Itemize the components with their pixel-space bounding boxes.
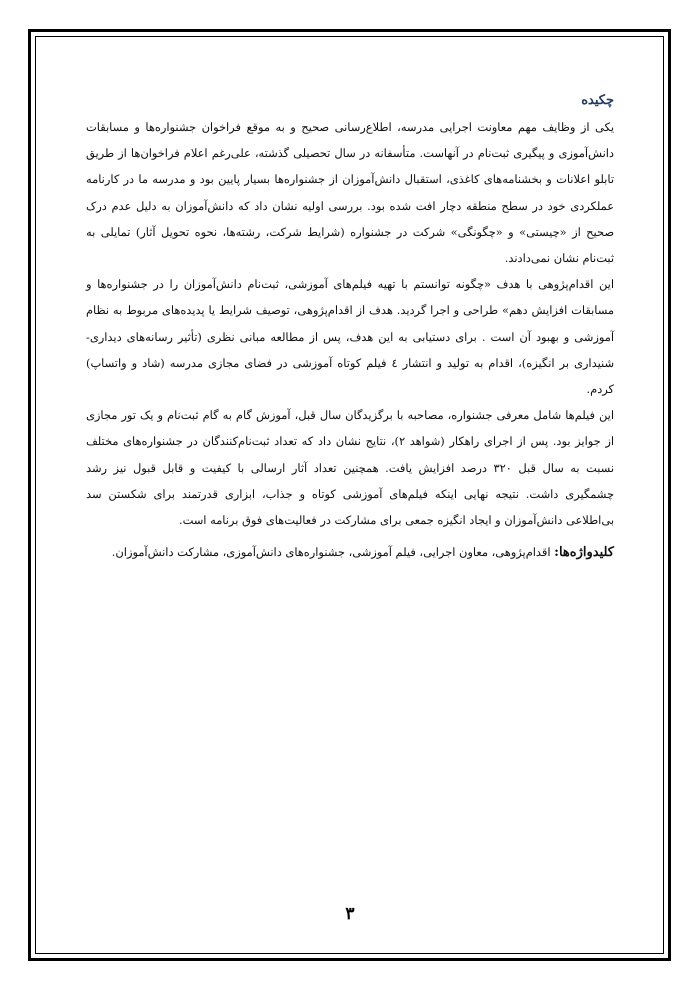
page-number: ٣ [345, 904, 355, 924]
abstract-heading: چکیده [581, 93, 614, 108]
keywords-text: اقدام‌پژوهی، معاون اجرایی، فیلم آموزشی، جشنواره‌های دانش‌آموزی، مشارکت دانش‌آموزان. [111, 545, 555, 560]
abstract-paragraph-1: یکی از وظایف مهم معاونت اجرایی مدرسه، اطلاع‌رسانی صحیح و به موقع فراخوان جشنواره‌ها و مسابقات دانش‌آموزی و پیگیری ثبت‌نام در آنهاست. متأسفانه در سال تحصیلی گذشته، علی‌رغم اعلام فراخوان‌ها از طریق تابلو اعلانات و بخشنامه‌های کاغذی، استقبال دانش‌آموزان از جشنواره‌ها بسیار پایین بود و مدرسه ما در کارنامه عملکردی خود در سطح منطقه دچار افت شده بود. بررسی اولیه نشان داد که دانش‌آموزان به دلیل عدم درک صحیح از «چیستی» و «چگونگی» شرکت در جشنواره (شرایط شرکت، رشته‌ها، نحوه تحویل آثار) تمایلی به ثبت‌نام نشان نمی‌دادند. [86, 120, 614, 266]
abstract-section [86, 90, 614, 566]
keywords-line [86, 539, 614, 566]
keywords-label: کلیدواژه‌ها: [554, 545, 614, 561]
abstract-paragraph-2: این اقدام‌پژوهی با هدف «چگونه توانستم با تهیه فیلم‌های آموزشی، ثبت‌نام دانش‌آموزان را در جشنواره‌ها و مسابقات افزایش دهم» طراحی و اجرا گردید. هدف از اقدام‌پژوهی، توصیف شرایط یا پدیده‌های مربوط به نظام آموزشی و بهبود آن است . برای دستیابی به این هدف، پس از مطالعه مبانی نظری (تأثیر رسانه‌های دیداری-شنیداری بر انگیزه)، اقدام به تولید و انتشار ٤ فیلم کوتاه آموزشی در فضای مجازی مدرسه (شاد و واتساپ) کردم. [86, 277, 614, 397]
abstract-paragraph-3: این فیلم‌ها شامل معرفی جشنواره، مصاحبه با برگزیدگان سال قبل، آموزش گام به گام ثبت‌نام و یک تور مجازی از جوایز بود. پس از اجرای راهکار (شواهد ٢)، نتایج نشان داد که تعداد ثبت‌نام‌کنندگان در جشنواره‌های مختلف نسبت به سال قبل ٣٢٠ درصد افزایش یافت. همچنین تعداد آثار ارسالی با کیفیت و قابل قبول نیز رشد چشمگیری داشت. نتیجه نهایی اینکه فیلم‌های آموزشی کوتاه و جذاب، ابزاری قدرتمند برای شکستن سد بی‌اطلاعی دانش‌آموزان و ایجاد انگیزه جمعی برای مشارکت در فعالیت‌های فوق برنامه است. [86, 408, 615, 528]
